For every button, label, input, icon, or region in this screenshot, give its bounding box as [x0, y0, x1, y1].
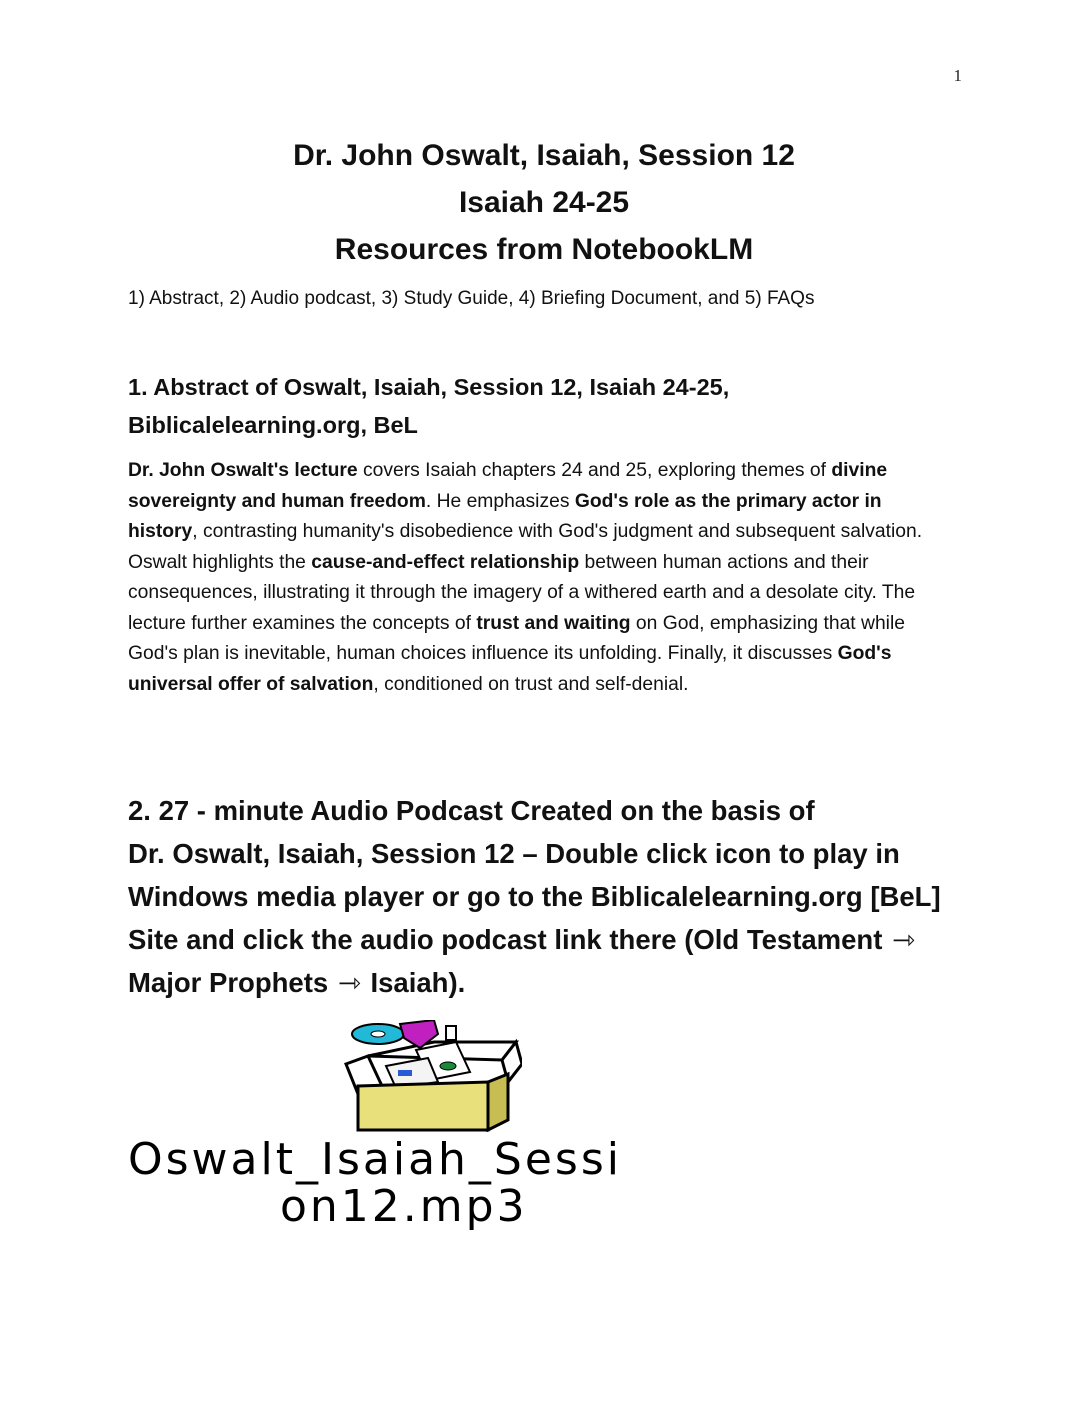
section2-line4: Site and click the audio podcast link there (Old Testament [128, 924, 883, 955]
page-title [0, 132, 1088, 273]
abstract-text-1: covers Isaiah chapters 24 and 25, exploring themes of [357, 460, 832, 481]
abstract-bold-3: God's role as the primary actor in history [128, 490, 882, 542]
abstract-text-6: , conditioned on trust and self-denial. [373, 673, 689, 695]
abstract-paragraph [128, 456, 950, 700]
right-arrow-icon: ⇾ [892, 924, 916, 955]
title-line-2: Isaiah 24-25 [458, 186, 630, 219]
section2-line5a: Major Prophets [128, 967, 329, 998]
section2-heading [128, 789, 968, 1004]
resource-list: 1) Abstract, 2) Audio podcast, 3) Study Guide, 4) Briefing Document, and 5) FAQs [128, 288, 815, 309]
title-line-1: Dr. John Oswalt, Isaiah, Session 12 [293, 139, 795, 172]
section1-heading-line1: 1. Abstract of Oswalt, Isaiah, Session 12, Isaiah 24-25, [128, 374, 730, 400]
section1-heading [128, 368, 968, 444]
abstract-bold-4: cause-and-effect relationship [311, 551, 580, 573]
abstract-bold-6: God's universal offer of salvation [128, 643, 892, 695]
abstract-text-2: . He emphasizes [425, 490, 575, 512]
section2-line2: Dr. Oswalt, Isaiah, Session 12 – Double click icon to play in [128, 838, 900, 869]
section2-line1: 2. 27 - minute Audio Podcast Created on the basis of [128, 795, 815, 826]
abstract-bold-5: trust and waiting [476, 612, 631, 634]
package-icon[interactable] [338, 1020, 522, 1132]
section1-heading-line2: Biblicalelearning.org, BeL [128, 412, 418, 438]
abstract-text-5: on God, emphasizing that while God's plan is inevitable, human choices influence its unfolding. Finally, it discusses [128, 612, 905, 664]
abstract-text-4: between human actions and their consequences, illustrating it through the imagery of a withered earth and a desolate city. The lecture further examines the concepts of [128, 551, 916, 634]
section2-line5b: Isaiah). [370, 967, 466, 998]
abstract-bold-1: Dr. John Oswalt's lecture [128, 460, 358, 481]
right-arrow-icon: ⇾ [337, 967, 361, 998]
abstract-bold-2: divine sovereignty and human freedom [128, 460, 888, 512]
section2-line3: Windows media player or go to the Biblicalelearning.org [BeL] [128, 881, 941, 912]
abstract-text-3: , contrasting humanity's disobedience with God's judgment and subsequent salvation. Oswalt highlights the [128, 521, 923, 573]
media-file-name-line1: Oswalt_Isaiah_Sessi [128, 1134, 622, 1185]
media-file-name-line2: on12.mp3 [280, 1181, 528, 1232]
page-number: 1 [953, 66, 962, 85]
title-line-3: Resources from NotebookLM [334, 233, 754, 266]
media-file-label[interactable] [128, 1136, 748, 1230]
